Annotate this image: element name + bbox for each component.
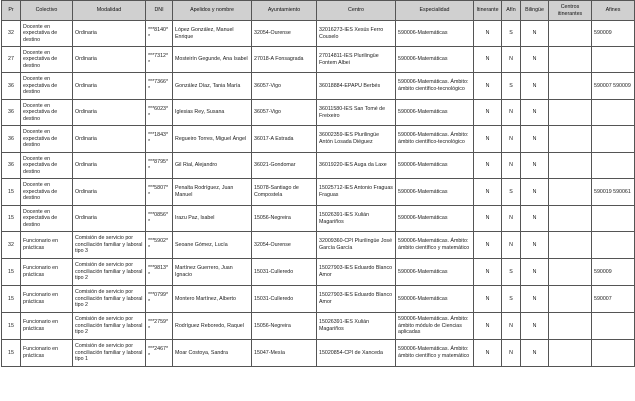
cell-afin: N — [502, 313, 521, 340]
cell-ayuntamiento: 27018-A Fonsagrada — [252, 47, 317, 73]
header-itinerante: Itinerante — [474, 1, 502, 21]
cell-dni: ***8140** — [146, 21, 173, 47]
cell-centros-itinerantes — [549, 286, 592, 313]
table-row — [2, 73, 635, 100]
cell-especialidad: 590006-Matemáticas — [396, 259, 474, 286]
cell-ayuntamiento: 15031-Culleredo — [252, 286, 317, 313]
header-modalidad: Modalidad — [73, 1, 146, 21]
cell-especialidad: 590006-Matemáticas — [396, 206, 474, 232]
cell-centro: 36002359-IES Plurilingüe Antón Losada Diéguez — [317, 126, 396, 153]
cell-dni: ***9813** — [146, 259, 173, 286]
cell-colectivo: Docente en expectativa de destino — [21, 206, 73, 232]
cell-afines — [592, 100, 635, 126]
cell-colectivo: Funcionario en prácticas — [21, 313, 73, 340]
cell-afin: N — [502, 100, 521, 126]
header-row — [2, 1, 635, 21]
cell-pr: 32 — [2, 232, 21, 259]
cell-pr: 32 — [2, 21, 21, 47]
header-centros-itinerantes: Centros itinerantes — [549, 1, 592, 21]
cell-itinerante: N — [474, 313, 502, 340]
cell-especialidad: 590006-Matemáticas — [396, 100, 474, 126]
cell-afin: N — [502, 340, 521, 367]
cell-centros-itinerantes — [549, 47, 592, 73]
cell-nombre: Regueiro Torres, Miguel Ángel — [173, 126, 252, 153]
cell-dni: ***2759** — [146, 313, 173, 340]
cell-pr: 36 — [2, 100, 21, 126]
cell-bilingue: N — [521, 206, 549, 232]
cell-colectivo: Docente en expectativa de destino — [21, 100, 73, 126]
cell-itinerante: N — [474, 340, 502, 367]
table-row — [2, 100, 635, 126]
cell-afin: N — [502, 206, 521, 232]
cell-ayuntamiento: 36017-A Estrada — [252, 126, 317, 153]
cell-dni: ***2467** — [146, 340, 173, 367]
cell-itinerante: N — [474, 153, 502, 179]
cell-nombre: González Díaz, Tania María — [173, 73, 252, 100]
cell-itinerante: N — [474, 47, 502, 73]
cell-especialidad: 590006-Matemáticas — [396, 286, 474, 313]
cell-itinerante: N — [474, 100, 502, 126]
cell-centros-itinerantes — [549, 179, 592, 206]
header-centro: Centro — [317, 1, 396, 21]
header-afin: Afín — [502, 1, 521, 21]
cell-modalidad: Ordinaria — [73, 206, 146, 232]
cell-especialidad: 590006-Matemáticas. Ámbito: ámbito científico y matemático — [396, 232, 474, 259]
cell-colectivo: Funcionario en prácticas — [21, 286, 73, 313]
cell-centro: 32016273-IES Xesús Ferro Couselo — [317, 21, 396, 47]
table-row — [2, 286, 635, 313]
cell-modalidad: Comisión de servicio por conciliación familiar y laboral tipo 2 — [73, 259, 146, 286]
cell-nombre: Montero Martínez, Alberto — [173, 286, 252, 313]
cell-afines — [592, 206, 635, 232]
cell-itinerante: N — [474, 21, 502, 47]
cell-centro: 36019220-IES Auga da Laxe — [317, 153, 396, 179]
cell-afines — [592, 153, 635, 179]
cell-centro: 32009360-CPI Plurilingüe José García García — [317, 232, 396, 259]
cell-pr: 15 — [2, 259, 21, 286]
assignments-table — [1, 0, 635, 367]
cell-especialidad: 590006-Matemáticas. Ámbito: ámbito científico-tecnológico — [396, 73, 474, 100]
table-row — [2, 21, 635, 47]
table-row — [2, 232, 635, 259]
cell-centro: 36018884-EPAPU Berbés — [317, 73, 396, 100]
cell-nombre: Gil Rial, Alejandro — [173, 153, 252, 179]
cell-centro: 15027903-IES Eduardo Blanco Amor — [317, 259, 396, 286]
cell-colectivo: Funcionario en prácticas — [21, 340, 73, 367]
header-especialidad: Especialidad — [396, 1, 474, 21]
cell-nombre: Mosteirín Gegunde, Ana Isabel — [173, 47, 252, 73]
table-row — [2, 340, 635, 367]
cell-modalidad: Ordinaria — [73, 153, 146, 179]
cell-bilingue: N — [521, 47, 549, 73]
cell-especialidad: 590006-Matemáticas. Ámbito: ámbito módulo de Ciencias aplicadas — [396, 313, 474, 340]
cell-centro: 27014811-IES Plurilingüe Fontem Albei — [317, 47, 396, 73]
cell-centros-itinerantes — [549, 313, 592, 340]
cell-centros-itinerantes — [549, 21, 592, 47]
table-row — [2, 259, 635, 286]
cell-pr: 15 — [2, 340, 21, 367]
cell-itinerante: N — [474, 179, 502, 206]
cell-centros-itinerantes — [549, 232, 592, 259]
cell-afin: S — [502, 259, 521, 286]
cell-nombre: Iglesias Rey, Susana — [173, 100, 252, 126]
cell-afines: 590007 590009 — [592, 73, 635, 100]
cell-dni: ***0799** — [146, 286, 173, 313]
cell-bilingue: N — [521, 21, 549, 47]
cell-dni: ***6023** — [146, 100, 173, 126]
cell-modalidad: Comisión de servicio por conciliación familiar y laboral tipo 2 — [73, 286, 146, 313]
cell-centro: 15027903-IES Eduardo Blanco Amor — [317, 286, 396, 313]
header-bilingue: Bilingüe — [521, 1, 549, 21]
cell-afines — [592, 47, 635, 73]
cell-bilingue: N — [521, 153, 549, 179]
cell-ayuntamiento: 32054-Ourense — [252, 21, 317, 47]
cell-especialidad: 590006-Matemáticas — [396, 179, 474, 206]
cell-afines — [592, 126, 635, 153]
cell-afin: S — [502, 21, 521, 47]
cell-centro: 15020854-CPI de Xanceda — [317, 340, 396, 367]
cell-colectivo: Docente en expectativa de destino — [21, 73, 73, 100]
cell-centro: 15025712-IES Antonio Fraguas Fraguas — [317, 179, 396, 206]
table-row — [2, 179, 635, 206]
cell-modalidad: Ordinaria — [73, 179, 146, 206]
cell-afines — [592, 340, 635, 367]
cell-bilingue: N — [521, 313, 549, 340]
cell-pr: 36 — [2, 153, 21, 179]
cell-afines — [592, 232, 635, 259]
cell-modalidad: Ordinaria — [73, 100, 146, 126]
table-row — [2, 206, 635, 232]
cell-especialidad: 590006-Matemáticas. Ámbito: ámbito científico-tecnológico — [396, 126, 474, 153]
cell-especialidad: 590006-Matemáticas — [396, 47, 474, 73]
cell-afines: 590007 — [592, 286, 635, 313]
cell-afin: N — [502, 126, 521, 153]
cell-itinerante: N — [474, 126, 502, 153]
cell-afin: N — [502, 153, 521, 179]
cell-colectivo: Funcionario en prácticas — [21, 232, 73, 259]
cell-itinerante: N — [474, 259, 502, 286]
cell-colectivo: Docente en expectativa de destino — [21, 126, 73, 153]
cell-ayuntamiento: 36057-Vigo — [252, 100, 317, 126]
cell-pr: 15 — [2, 313, 21, 340]
table-row — [2, 126, 635, 153]
cell-afin: N — [502, 47, 521, 73]
cell-afin: S — [502, 179, 521, 206]
cell-especialidad: 590006-Matemáticas — [396, 21, 474, 47]
cell-colectivo: Funcionario en prácticas — [21, 259, 73, 286]
cell-nombre: Penalta Rodríguez, Juan Manuel — [173, 179, 252, 206]
cell-centros-itinerantes — [549, 153, 592, 179]
cell-afines: 590009 — [592, 21, 635, 47]
cell-modalidad: Comisión de servicio por conciliación familiar y laboral tipo 2 — [73, 313, 146, 340]
cell-dni: ***1843** — [146, 126, 173, 153]
table-row — [2, 47, 635, 73]
cell-centros-itinerantes — [549, 100, 592, 126]
cell-ayuntamiento: 15047-Mesía — [252, 340, 317, 367]
header-dni: DNI — [146, 1, 173, 21]
cell-nombre: Seoane Gómez, Lucía — [173, 232, 252, 259]
cell-bilingue: N — [521, 100, 549, 126]
header-colectivo: Colectivo — [21, 1, 73, 21]
cell-modalidad: Ordinaria — [73, 73, 146, 100]
cell-bilingue: N — [521, 286, 549, 313]
header-nombre: Apelidos y nombre — [173, 1, 252, 21]
cell-dni: ***7312** — [146, 47, 173, 73]
cell-ayuntamiento: 15031-Culleredo — [252, 259, 317, 286]
cell-afin: S — [502, 286, 521, 313]
cell-afin: N — [502, 232, 521, 259]
cell-afines: 590009 — [592, 259, 635, 286]
cell-colectivo: Docente en expectativa de destino — [21, 153, 73, 179]
cell-ayuntamiento: 36057-Vigo — [252, 73, 317, 100]
cell-ayuntamiento: 32054-Ourense — [252, 232, 317, 259]
cell-itinerante: N — [474, 286, 502, 313]
table-body — [2, 21, 635, 367]
cell-modalidad: Comisión de servicio por conciliación familiar y laboral tipo 3 — [73, 232, 146, 259]
cell-nombre: Irazu Paz, Isabel — [173, 206, 252, 232]
cell-colectivo: Docente en expectativa de destino — [21, 47, 73, 73]
cell-dni: ***0856** — [146, 206, 173, 232]
cell-pr: 15 — [2, 286, 21, 313]
cell-bilingue: N — [521, 340, 549, 367]
cell-nombre: Martínez Guerrero, Juan Ignacio — [173, 259, 252, 286]
cell-bilingue: N — [521, 259, 549, 286]
cell-modalidad: Ordinaria — [73, 126, 146, 153]
cell-modalidad: Comisión de servicio por conciliación familiar y laboral tipo 1 — [73, 340, 146, 367]
cell-itinerante: N — [474, 206, 502, 232]
table-row — [2, 313, 635, 340]
cell-centro: 15026391-IES Xulián Magariños — [317, 313, 396, 340]
cell-centros-itinerantes — [549, 259, 592, 286]
cell-nombre: López González, Manuel Enrique — [173, 21, 252, 47]
cell-ayuntamiento: 15056-Negreira — [252, 206, 317, 232]
cell-afines — [592, 313, 635, 340]
cell-modalidad: Ordinaria — [73, 47, 146, 73]
cell-itinerante: N — [474, 73, 502, 100]
header-ayuntamiento: Ayuntamiento — [252, 1, 317, 21]
cell-colectivo: Docente en expectativa de destino — [21, 179, 73, 206]
cell-especialidad: 590006-Matemáticas — [396, 153, 474, 179]
cell-itinerante: N — [474, 232, 502, 259]
header-pr: Pr — [2, 1, 21, 21]
cell-centro: 15026391-IES Xulián Magariños — [317, 206, 396, 232]
cell-pr: 36 — [2, 73, 21, 100]
cell-colectivo: Docente en expectativa de destino — [21, 21, 73, 47]
cell-centros-itinerantes — [549, 340, 592, 367]
cell-bilingue: N — [521, 179, 549, 206]
cell-nombre: Moar Costoya, Sandra — [173, 340, 252, 367]
cell-dni: ***8795** — [146, 153, 173, 179]
cell-dni: ***5902** — [146, 232, 173, 259]
table-row — [2, 153, 635, 179]
cell-pr: 36 — [2, 126, 21, 153]
cell-bilingue: N — [521, 126, 549, 153]
cell-nombre: Rodríguez Reboredo, Raquel — [173, 313, 252, 340]
cell-centro: 36011580-IES San Tomé de Freixeiro — [317, 100, 396, 126]
cell-centros-itinerantes — [549, 73, 592, 100]
cell-afines: 590019 590061 — [592, 179, 635, 206]
cell-pr: 27 — [2, 47, 21, 73]
cell-afin: S — [502, 73, 521, 100]
header-afines: Afines — [592, 1, 635, 21]
cell-modalidad: Ordinaria — [73, 21, 146, 47]
cell-centros-itinerantes — [549, 126, 592, 153]
cell-especialidad: 590006-Matemáticas. Ámbito: ámbito científico y matemático — [396, 340, 474, 367]
cell-dni: ***5807** — [146, 179, 173, 206]
cell-bilingue: N — [521, 73, 549, 100]
cell-ayuntamiento: 15056-Negreira — [252, 313, 317, 340]
cell-centros-itinerantes — [549, 206, 592, 232]
cell-bilingue: N — [521, 232, 549, 259]
cell-ayuntamiento: 36021-Gondomar — [252, 153, 317, 179]
cell-ayuntamiento: 15078-Santiago de Compostela — [252, 179, 317, 206]
cell-pr: 15 — [2, 179, 21, 206]
cell-dni: ***7366** — [146, 73, 173, 100]
cell-pr: 15 — [2, 206, 21, 232]
